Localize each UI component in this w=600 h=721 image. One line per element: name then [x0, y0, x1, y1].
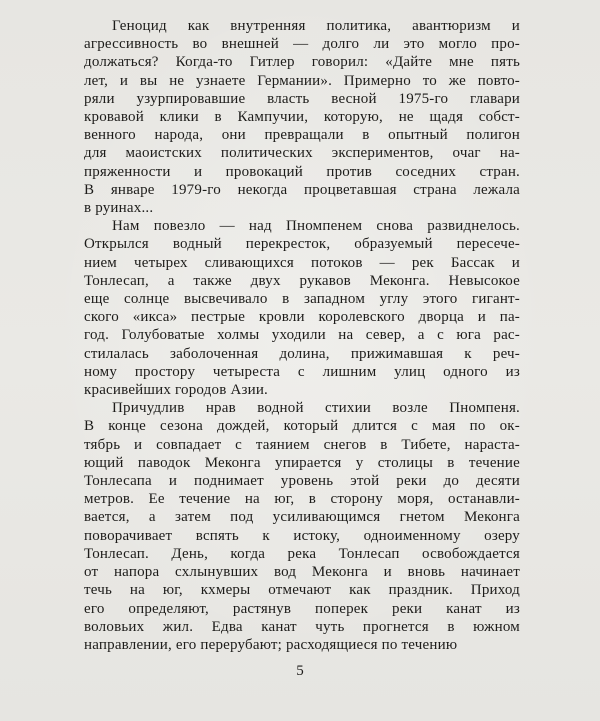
text-line: Открылся водный перекресток, образуемый пересече- [84, 236, 520, 253]
text-line: воловьих жил. Едва канат чуть прогнется в южном [84, 618, 520, 635]
text-line: В конце сезона дождей, который длится с мая по ок- [84, 418, 520, 435]
text-line: красивейших городов Азии. [84, 382, 269, 399]
paragraph-mekong-flood [84, 399, 520, 654]
page-text-block [84, 17, 520, 654]
text-line: в руинах... [84, 200, 154, 217]
text-line: для маоистских политических экспериментов, очаг на- [84, 145, 520, 162]
text-line: нием четырех сливающихся потоков — рек Бассак и [84, 254, 520, 271]
text-line: венного народа, они превращали в опытный полигон [84, 127, 520, 144]
text-line: направлении, его перерубают; расходящиеся по течению [84, 636, 458, 653]
paragraph-phnom-penh-rivers [84, 217, 520, 399]
text-line: агрессивность во внешней — долго ли это могло про- [84, 36, 520, 53]
text-line: ряли узурпировавшие власть весной 1975-го главари [84, 90, 520, 107]
text-line: ского «икса» пестрые кровли королевского дворца и па- [84, 309, 520, 326]
text-line: В январе 1979-го некогда процветавшая страна лежала [84, 181, 520, 198]
text-line: кровавой клики в Кампучии, которую, не щадя собст- [84, 109, 520, 126]
paragraph-genocide-policy [84, 17, 520, 217]
text-line: стилалась заболоченная долина, прижимавшая к реч- [84, 345, 520, 362]
text-line: Тонлесапа и поднимает уровень этой реки до десяти [84, 473, 520, 490]
text-line: от напора схлынувших вод Меконга и вновь начинает [84, 564, 520, 581]
text-line: пряженности и провокаций против соседних стран. [84, 163, 520, 180]
text-line: Причудлив нрав водной стихии возле Пномпеня. [112, 400, 520, 417]
text-line: лет, и вы не узнаете Германии». Примерно то же повто- [84, 72, 520, 89]
text-line: Геноцид как внутренняя политика, авантюризм и [112, 18, 520, 34]
text-line: течь на юг, кхмеры отмечают как праздник. Приход [84, 582, 520, 599]
page-number: 5 [296, 663, 304, 679]
text-line: еще солнце высвечивало в западном углу этого гигант- [84, 291, 520, 308]
text-line: Тонлесап. День, когда река Тонлесап освобождается [84, 545, 520, 562]
text-line: Тонлесап, а также двух рукавов Меконга. Невысокое [84, 272, 520, 289]
text-line: ющий паводок Меконга упирается у столицы в течение [84, 454, 520, 471]
text-line: поворачивает вспять к истоку, одноименному озеру [84, 527, 520, 544]
text-line: ному простору четыреста с лишним улиц одного из [84, 363, 520, 380]
text-line: вается, а затем под усиливающимся гнетом Меконга [84, 509, 520, 526]
text-line: тябрь и совпадает с таянием снегов в Тибете, нараста- [84, 436, 520, 453]
text-line: его определяют, растянув поперек реки канат из [84, 600, 520, 617]
text-line: должаться? Когда-то Гитлер говорил: «Дайте мне пять [84, 54, 520, 71]
text-line: метров. Ее течение на юг, в сторону моря, останавли- [84, 491, 520, 508]
text-line: год. Голубоватые холмы уходили на север, а с юга рас- [84, 327, 520, 344]
text-line: Нам повезло — над Пномпенем снова развиднелось. [112, 218, 520, 235]
